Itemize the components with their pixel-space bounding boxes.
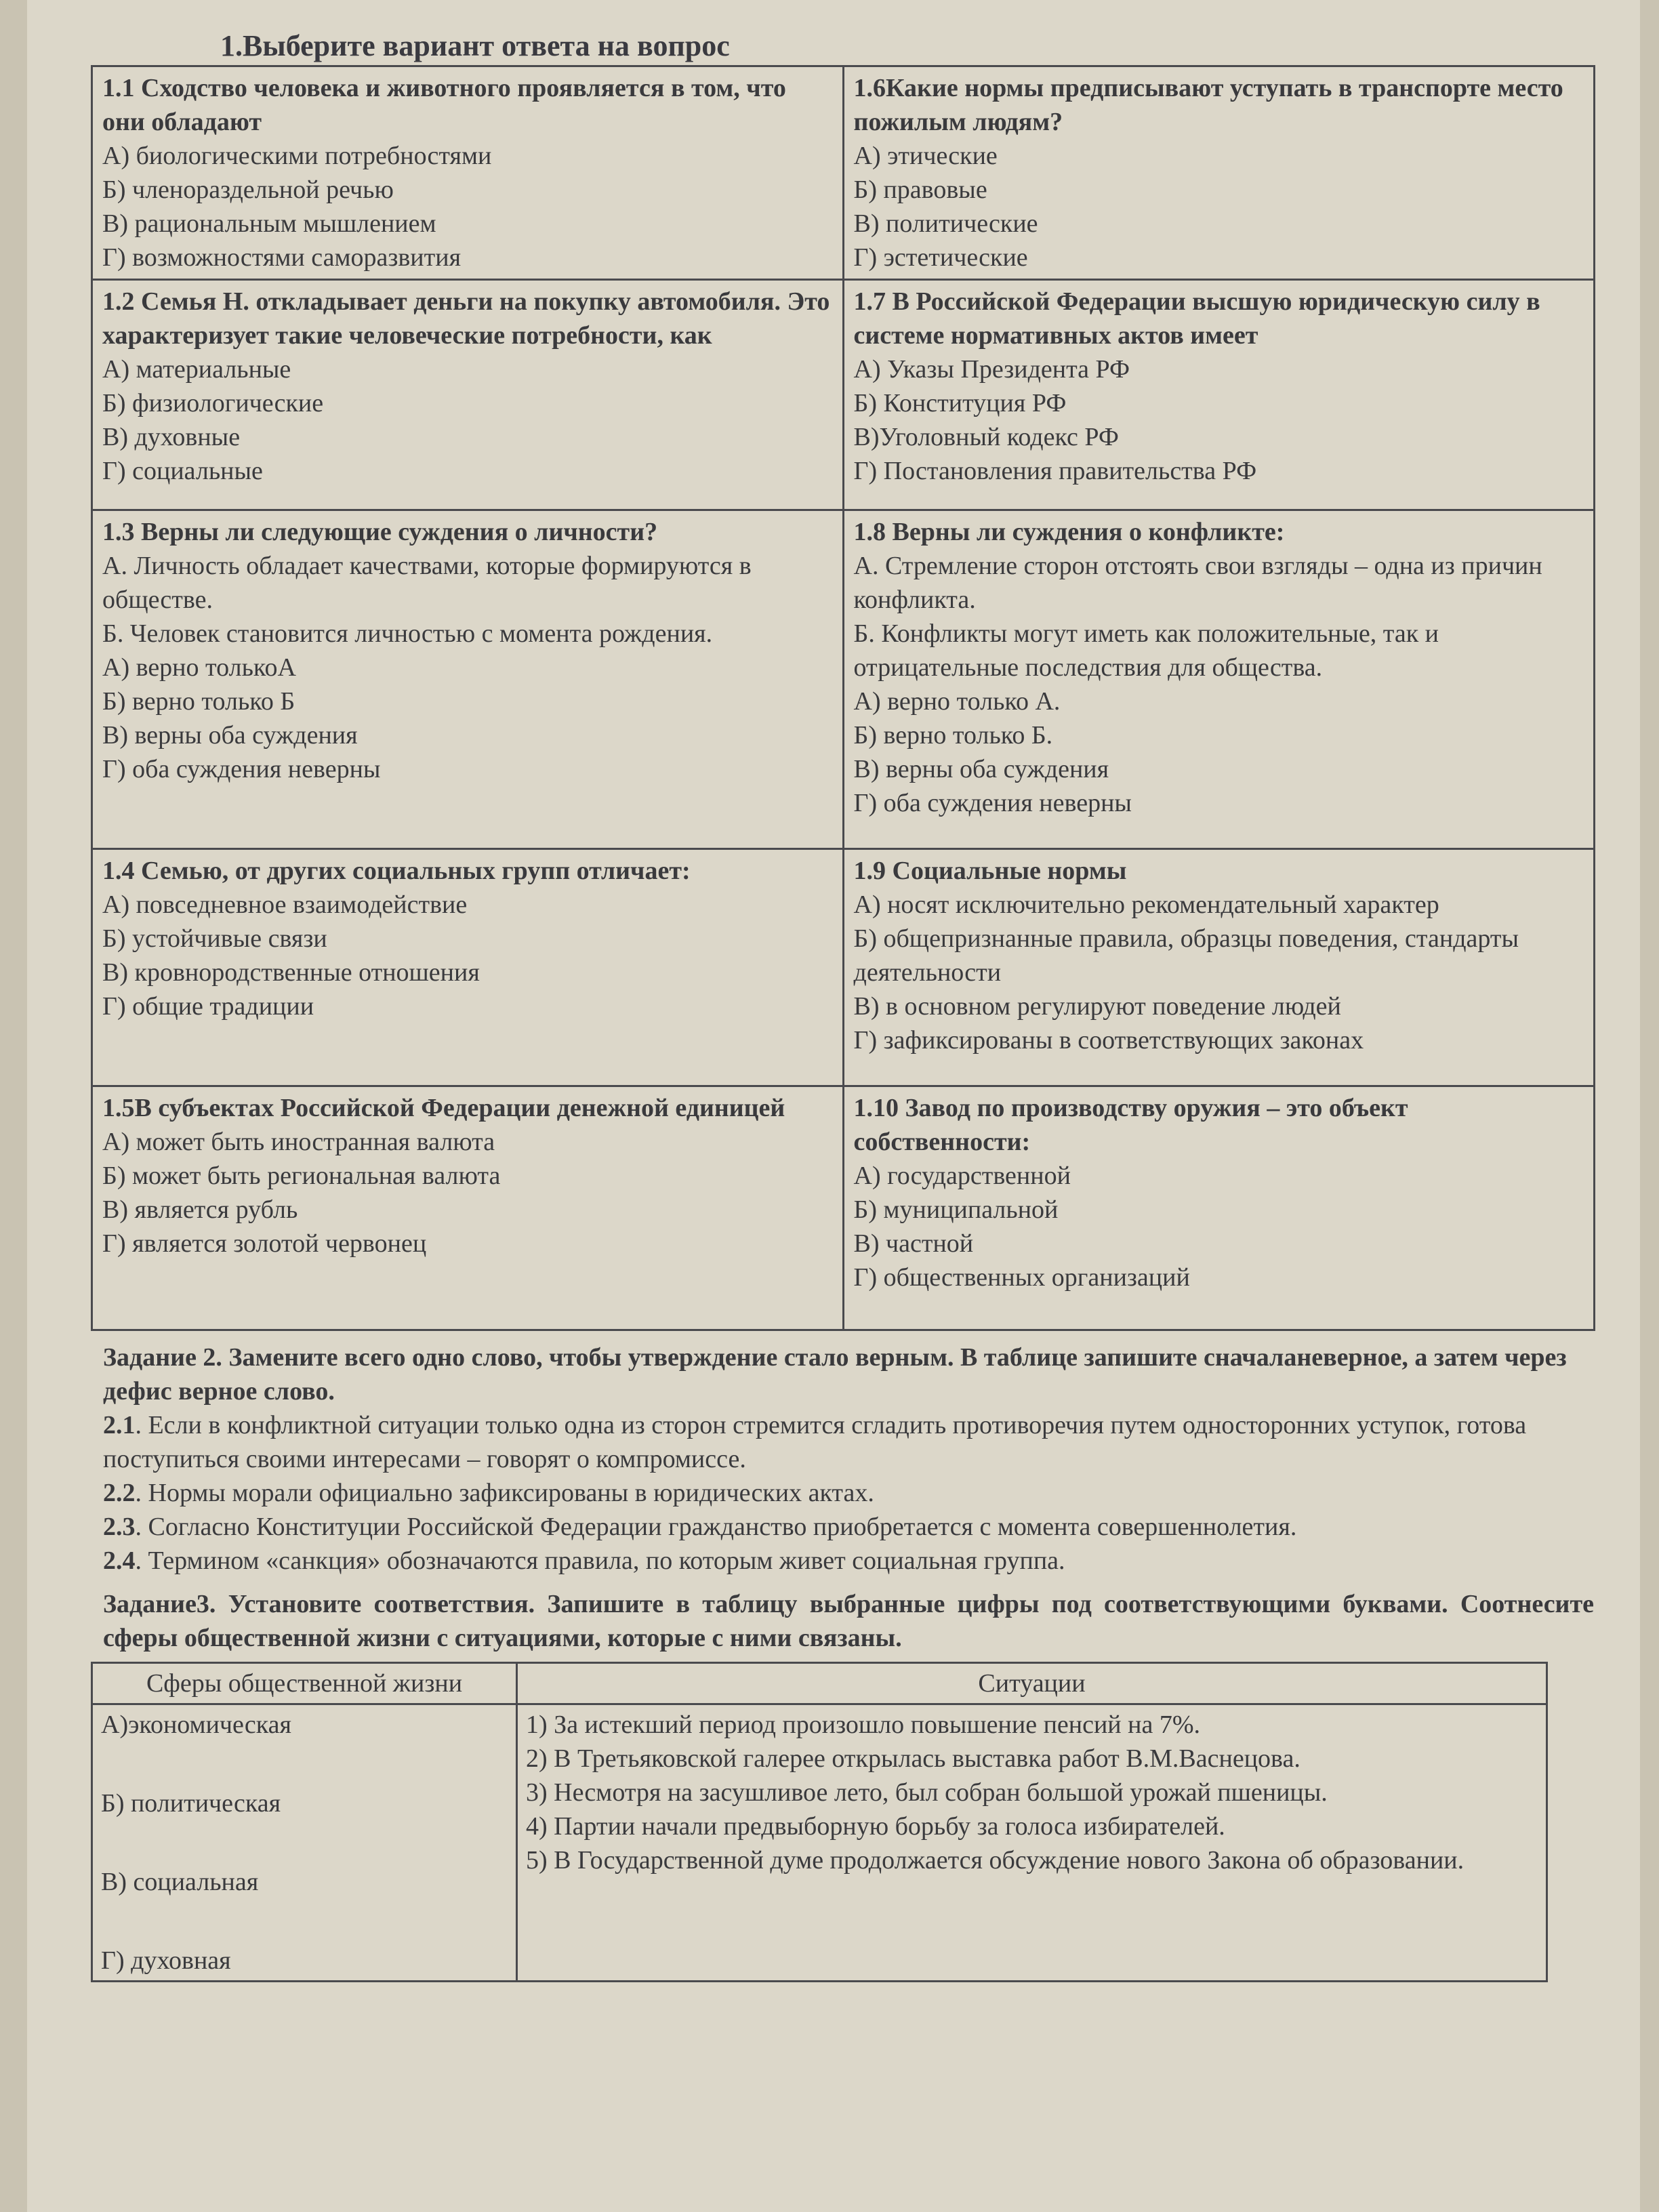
- column-header-situations: Ситуации: [517, 1663, 1547, 1704]
- task-2: [103, 1340, 1594, 1578]
- question-heading: 1.5В субъектах Российской Федерации денежной единицей: [102, 1094, 785, 1122]
- answer-option: Б) Конституция РФ: [853, 389, 1067, 417]
- question-cell: [92, 66, 844, 280]
- question-cell: [843, 849, 1595, 1086]
- situation-item: 1) За истекший период произошло повышение пенсий на 7%.: [526, 1711, 1200, 1739]
- item-text: . Термином «санкция» обозначаются правила, по которым живет социальная группа.: [135, 1547, 1065, 1575]
- situation-item: 4) Партии начали предвыборную борьбу за голоса избирателей.: [526, 1812, 1225, 1841]
- answer-option: В) в основном регулируют поведение людей: [853, 992, 1341, 1021]
- answer-option: Б) верно только Б: [102, 687, 295, 716]
- statement: Б. Конфликты могут иметь как положительные, так и отрицательные последствия для общества.: [853, 619, 1439, 682]
- answer-option: Б) устойчивые связи: [102, 924, 327, 953]
- statement: А. Личность обладает качествами, которые формируются в обществе.: [102, 552, 752, 614]
- answer-option: Г) оба суждения неверны: [102, 755, 381, 783]
- question-heading: 1.1 Сходство человека и животного проявляется в том, что они обладают: [102, 74, 786, 136]
- answer-option: Г) эстетические: [853, 243, 1028, 272]
- answer-option: В)Уголовный кодекс РФ: [853, 423, 1119, 451]
- statement: Б. Человек становится личностью с момента рождения.: [102, 619, 713, 648]
- question-cell: [92, 849, 844, 1086]
- question-cell: [92, 280, 844, 510]
- answer-option: А) может быть иностранная валюта: [102, 1128, 495, 1156]
- answer-option: В) верны оба суждения: [102, 721, 358, 750]
- answer-option: Б) членораздельной речью: [102, 176, 394, 204]
- sphere-item: А)экономическая: [101, 1711, 291, 1739]
- question-heading: 1.6Какие нормы предписывают уступать в транспорте место пожилым людям?: [853, 74, 1563, 136]
- task-2-item: [103, 1510, 1594, 1544]
- answer-option: Г) является золотой червонец: [102, 1229, 427, 1258]
- answer-option: В) является рубль: [102, 1195, 298, 1224]
- situations-cell: [517, 1704, 1547, 1982]
- item-text: . Нормы морали официально зафиксированы в юридических актах.: [135, 1479, 874, 1507]
- task-2-item: [103, 1476, 1594, 1510]
- situation-item: 2) В Третьяковской галерее открылась выставка работ В.М.Васнецова.: [526, 1744, 1300, 1773]
- answer-option: Г) оба суждения неверны: [853, 789, 1132, 817]
- answer-option: А) биологическими потребностями: [102, 142, 492, 170]
- answer-option: Б) верно только Б.: [853, 721, 1053, 750]
- answer-option: Г) социальные: [102, 457, 263, 485]
- question-heading: 1.8 Верны ли суждения о конфликте:: [853, 518, 1285, 546]
- question-cell: [92, 510, 844, 849]
- item-number: 2.4: [103, 1547, 136, 1575]
- question-heading: 1.2 Семья Н. откладывает деньги на покупку автомобиля. Это характеризует такие человеческие потребности, как: [102, 287, 830, 350]
- answer-option: А) государственной: [853, 1162, 1071, 1190]
- section-title: 1.Выберите вариант ответа на вопрос: [220, 29, 730, 62]
- column-header-spheres: Сферы общественной жизни: [92, 1663, 517, 1704]
- question-cell: [843, 510, 1595, 849]
- questions-table: [91, 65, 1595, 1331]
- question-cell: [92, 1086, 844, 1330]
- item-number: 2.3: [103, 1513, 136, 1541]
- item-number: 2.1: [103, 1411, 136, 1439]
- situation-item: 5) В Государственной думе продолжается обсуждение нового Закона об образовании.: [526, 1846, 1465, 1875]
- answer-option: Г) общественных организаций: [853, 1263, 1190, 1292]
- item-text: . Если в конфликтной ситуации только одна из сторон стремится сгладить противоречия путем односторонних уступок, готова поступиться своими интересами – говорят о компромиссе.: [103, 1411, 1527, 1473]
- question-cell: [843, 280, 1595, 510]
- question-heading: 1.4 Семью, от других социальных групп отличает:: [102, 857, 691, 885]
- answer-option: А) верно только А.: [853, 687, 1061, 716]
- task-2-heading: Задание 2. Замените всего одно слово, чтобы утверждение стало верным. В таблице запишите сначаланеверное, а затем через дефис верное слово.: [103, 1343, 1567, 1406]
- task-2-item: [103, 1544, 1594, 1578]
- answer-option: А) носят исключительно рекомендательный характер: [853, 890, 1439, 919]
- sphere-item: В) социальная: [101, 1868, 259, 1896]
- answer-option: Г) возможностями саморазвития: [102, 243, 462, 272]
- worksheet: [61, 27, 1599, 1982]
- task-3: [103, 1587, 1594, 1655]
- answer-option: Б) правовые: [853, 176, 987, 204]
- answer-option: А) материальные: [102, 355, 291, 384]
- item-text: . Согласно Конституции Российской Федерации гражданство приобретается с момента совершеннолетия.: [135, 1513, 1297, 1541]
- answer-option: Г) Постановления правительства РФ: [853, 457, 1257, 485]
- statement: А. Стремление сторон отстоять свои взгляды – одна из причин конфликта.: [853, 552, 1542, 614]
- answer-option: Б) общепризнанные правила, образцы поведения, стандарты деятельности: [853, 924, 1519, 987]
- sphere-item: Г) духовная: [101, 1946, 231, 1975]
- situation-item: 3) Несмотря на засушливое лето, был собран большой урожай пшеницы.: [526, 1778, 1328, 1807]
- paper-sheet: [27, 0, 1640, 2212]
- question-heading: 1.10 Завод по производству оружия – это объект собственности:: [853, 1094, 1408, 1156]
- answer-option: Б) муниципальной: [853, 1195, 1059, 1224]
- answer-option: Г) общие традиции: [102, 992, 314, 1021]
- question-heading: 1.3 Верны ли следующие суждения о личности?: [102, 518, 658, 546]
- answer-option: Б) может быть региональная валюта: [102, 1162, 501, 1190]
- answer-option: А) этические: [853, 142, 998, 170]
- answer-option: Б) физиологические: [102, 389, 324, 417]
- answer-option: В) политические: [853, 209, 1038, 238]
- question-cell: [843, 66, 1595, 280]
- task-3-heading: Задание3. Установите соответствия. Запишите в таблицу выбранные цифры под соответствующими буквами. Соотнесите сферы общественной жизни с ситуациями, которые с ними связаны.: [103, 1590, 1594, 1652]
- question-cell: [843, 1086, 1595, 1330]
- task-2-item: [103, 1408, 1594, 1476]
- spheres-cell: [92, 1704, 517, 1982]
- answer-option: А) Указы Президента РФ: [853, 355, 1130, 384]
- answer-option: В) кровнородственные отношения: [102, 958, 480, 987]
- answer-option: Г) зафиксированы в соответствующих законах: [853, 1026, 1364, 1054]
- question-heading: 1.9 Социальные нормы: [853, 857, 1127, 885]
- answer-option: В) рациональным мышлением: [102, 209, 436, 238]
- matching-table: [91, 1662, 1548, 1982]
- question-heading: 1.7 В Российской Федерации высшую юридическую силу в системе нормативных актов имеет: [853, 287, 1540, 350]
- answer-option: А) повседневное взаимодействие: [102, 890, 468, 919]
- sphere-item: Б) политическая: [101, 1789, 281, 1818]
- answer-option: В) верны оба суждения: [853, 755, 1109, 783]
- item-number: 2.2: [103, 1479, 136, 1507]
- answer-option: В) частной: [853, 1229, 974, 1258]
- answer-option: В) духовные: [102, 423, 241, 451]
- answer-option: А) верно толькоА: [102, 653, 296, 682]
